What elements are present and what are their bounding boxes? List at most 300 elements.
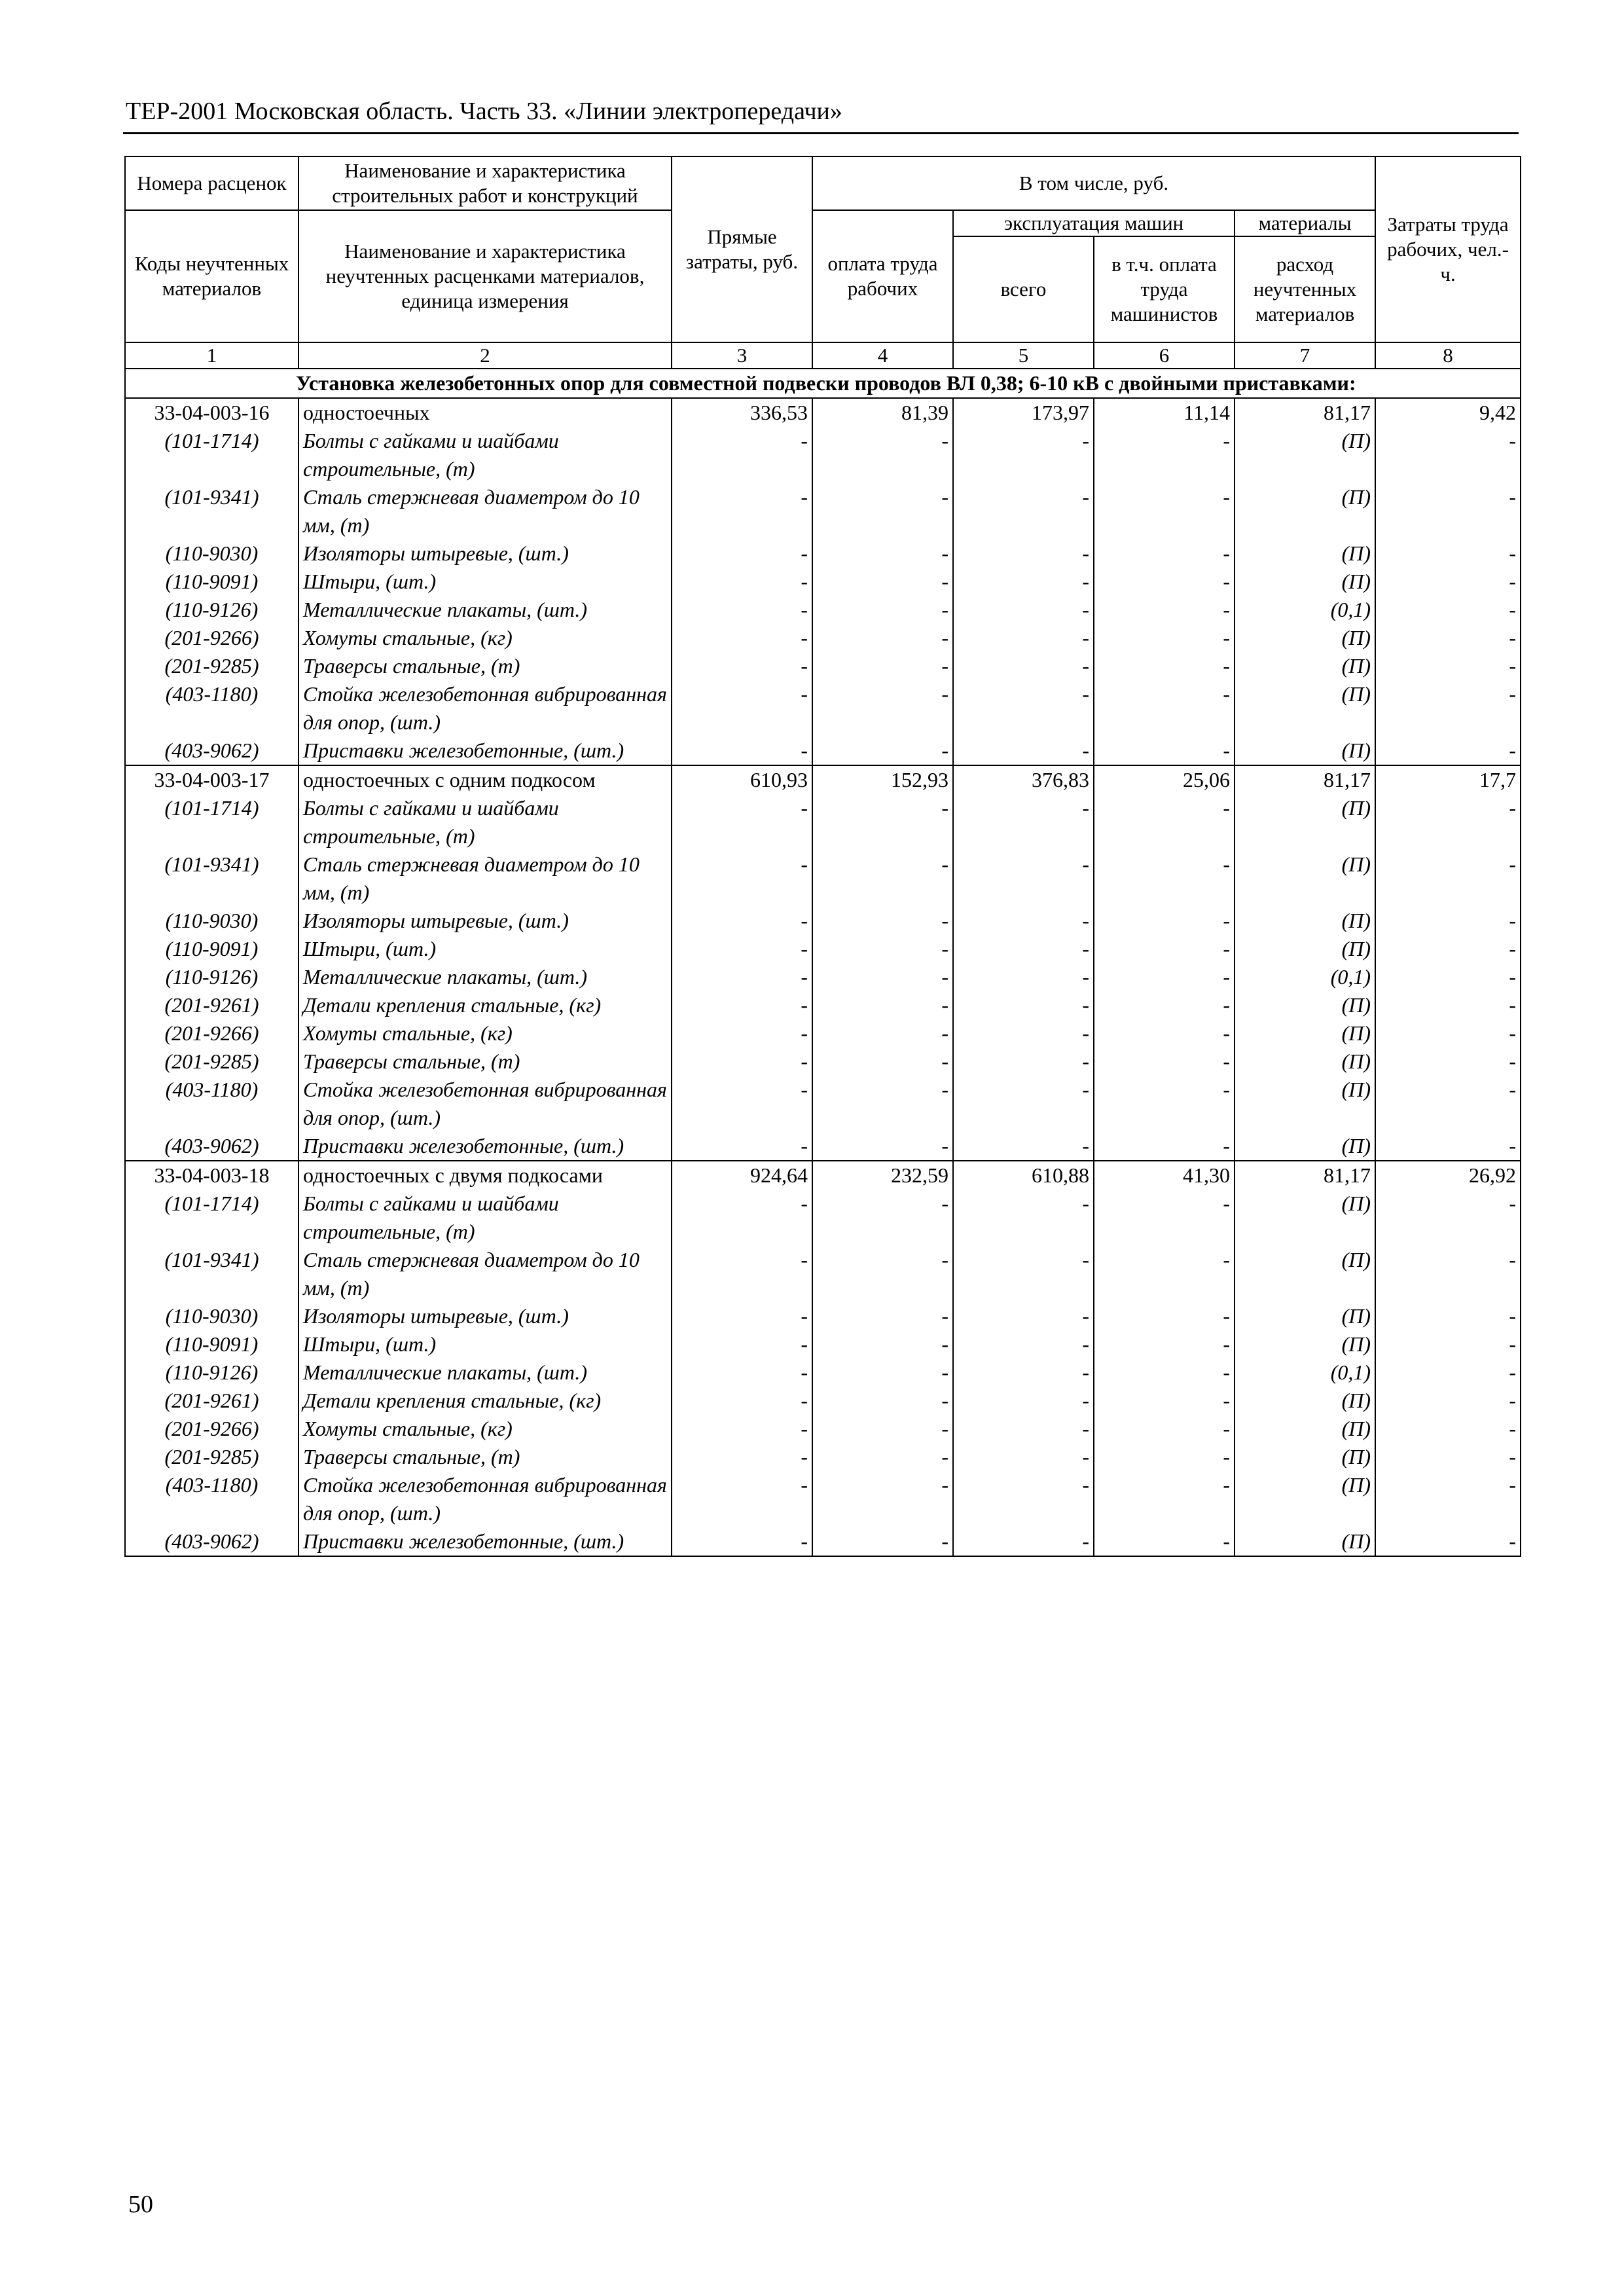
material-row xyxy=(125,1019,1521,1048)
dash-cell: - xyxy=(953,737,1094,765)
column-number: 4 xyxy=(812,342,953,369)
dash-cell: - xyxy=(672,1048,812,1076)
rate-name: одностоечных с двумя подкосами xyxy=(298,1161,672,1190)
material-code: (110-9030) xyxy=(125,907,298,935)
direct-costs: 924,64 xyxy=(672,1161,812,1190)
material-quantity: (0,1) xyxy=(1235,596,1375,624)
dash-cell: - xyxy=(672,991,812,1019)
materials-cost: 81,17 xyxy=(1235,398,1375,427)
dash-cell: - xyxy=(1094,1330,1235,1358)
dash-cell: - xyxy=(953,427,1094,483)
dash-cell: - xyxy=(953,680,1094,737)
material-name: Штыри, (шт.) xyxy=(298,568,672,596)
material-quantity: (П) xyxy=(1235,624,1375,652)
dash-cell: - xyxy=(1094,1358,1235,1387)
dash-cell: - xyxy=(1375,1076,1521,1132)
dash-cell: - xyxy=(1094,907,1235,935)
material-quantity: (П) xyxy=(1235,1387,1375,1415)
head-direct-costs: Прямые затраты, руб. xyxy=(672,156,812,342)
material-quantity: (П) xyxy=(1235,1471,1375,1527)
material-code: (101-1714) xyxy=(125,794,298,850)
head-worker-pay: оплата труда рабочих xyxy=(812,210,953,342)
column-number: 6 xyxy=(1094,342,1235,369)
dash-cell: - xyxy=(1375,850,1521,907)
material-row xyxy=(125,963,1521,991)
material-name: Хомуты стальные, (кг) xyxy=(298,624,672,652)
dash-cell: - xyxy=(812,1415,953,1443)
column-number: 8 xyxy=(1375,342,1521,369)
material-row xyxy=(125,935,1521,963)
dash-cell: - xyxy=(1375,1330,1521,1358)
material-code: (101-1714) xyxy=(125,427,298,483)
dash-cell: - xyxy=(953,539,1094,568)
dash-cell: - xyxy=(812,1358,953,1387)
material-row xyxy=(125,539,1521,568)
dash-cell: - xyxy=(1375,680,1521,737)
dash-cell: - xyxy=(672,737,812,765)
material-row xyxy=(125,483,1521,539)
dash-cell: - xyxy=(1375,624,1521,652)
material-code: (201-9285) xyxy=(125,1048,298,1076)
dash-cell: - xyxy=(1094,1527,1235,1556)
dash-cell: - xyxy=(953,850,1094,907)
dash-cell: - xyxy=(812,568,953,596)
head-machines-total: всего xyxy=(953,236,1094,342)
worker-pay: 81,39 xyxy=(812,398,953,427)
dash-cell: - xyxy=(953,1246,1094,1302)
material-code: (101-9341) xyxy=(125,483,298,539)
material-name: Сталь стержневая диаметром до 10 мм, (т) xyxy=(298,1246,672,1302)
machines-total: 173,97 xyxy=(953,398,1094,427)
material-code: (403-9062) xyxy=(125,737,298,765)
direct-costs: 610,93 xyxy=(672,765,812,794)
material-row xyxy=(125,1387,1521,1415)
material-row xyxy=(125,1415,1521,1443)
head-machine-operation: эксплуатация машин xyxy=(953,210,1235,236)
dash-cell: - xyxy=(672,680,812,737)
dash-cell: - xyxy=(953,1048,1094,1076)
dash-cell: - xyxy=(812,1330,953,1358)
material-code: (110-9030) xyxy=(125,539,298,568)
material-quantity: (П) xyxy=(1235,935,1375,963)
header-rule xyxy=(123,132,1519,134)
dash-cell: - xyxy=(1094,1415,1235,1443)
dash-cell: - xyxy=(672,1019,812,1048)
material-name: Стойка железобетонная вибрированная для опор, (шт.) xyxy=(298,680,672,737)
dash-cell: - xyxy=(1094,1190,1235,1246)
material-row xyxy=(125,427,1521,483)
dash-cell: - xyxy=(1375,1190,1521,1246)
column-number: 7 xyxy=(1235,342,1375,369)
dash-cell: - xyxy=(812,427,953,483)
material-quantity: (0,1) xyxy=(1235,963,1375,991)
labor-hours: 17,7 xyxy=(1375,765,1521,794)
head-material-consumption: расход неучтенных материалов xyxy=(1235,236,1375,342)
dash-cell: - xyxy=(672,1302,812,1330)
material-row xyxy=(125,652,1521,680)
dash-cell: - xyxy=(812,907,953,935)
material-quantity: (П) xyxy=(1235,1076,1375,1132)
dash-cell: - xyxy=(1094,652,1235,680)
material-code: (403-9062) xyxy=(125,1132,298,1161)
dash-cell: - xyxy=(672,652,812,680)
dash-cell: - xyxy=(672,1132,812,1161)
material-code: (403-1180) xyxy=(125,1076,298,1132)
rates-table xyxy=(124,156,1521,1557)
dash-cell: - xyxy=(1094,935,1235,963)
dash-cell: - xyxy=(672,624,812,652)
material-quantity: (П) xyxy=(1235,1132,1375,1161)
dash-cell: - xyxy=(953,483,1094,539)
dash-cell: - xyxy=(812,1048,953,1076)
material-name: Болты с гайками и шайбами строительные, (т) xyxy=(298,427,672,483)
head-material-names: Наименование и характеристика неучтенных расценками материалов, единица измерения xyxy=(298,210,672,342)
dash-cell: - xyxy=(1094,1019,1235,1048)
materials-cost: 81,17 xyxy=(1235,1161,1375,1190)
dash-cell: - xyxy=(672,850,812,907)
material-row xyxy=(125,1048,1521,1076)
dash-cell: - xyxy=(1375,991,1521,1019)
material-code: (110-9091) xyxy=(125,1330,298,1358)
dash-cell: - xyxy=(953,991,1094,1019)
material-row xyxy=(125,850,1521,907)
material-name: Штыри, (шт.) xyxy=(298,935,672,963)
dash-cell: - xyxy=(1375,596,1521,624)
material-name: Изоляторы штыревые, (шт.) xyxy=(298,1302,672,1330)
material-name: Стойка железобетонная вибрированная для опор, (шт.) xyxy=(298,1076,672,1132)
machines-total: 376,83 xyxy=(953,765,1094,794)
head-labor-hours: Затраты труда рабочих, чел.-ч. xyxy=(1375,156,1521,342)
head-rate-numbers: Номера расценок xyxy=(125,156,298,210)
material-name: Приставки железобетонные, (шт.) xyxy=(298,737,672,765)
dash-cell: - xyxy=(1375,427,1521,483)
material-row xyxy=(125,794,1521,850)
dash-cell: - xyxy=(672,1387,812,1415)
dash-cell: - xyxy=(812,963,953,991)
material-name: Хомуты стальные, (кг) xyxy=(298,1415,672,1443)
operator-pay: 11,14 xyxy=(1094,398,1235,427)
operator-pay: 41,30 xyxy=(1094,1161,1235,1190)
dash-cell: - xyxy=(672,935,812,963)
column-number: 1 xyxy=(125,342,298,369)
material-quantity: (П) xyxy=(1235,483,1375,539)
dash-cell: - xyxy=(953,1190,1094,1246)
dash-cell: - xyxy=(953,1076,1094,1132)
material-name: Детали крепления стальные, (кг) xyxy=(298,991,672,1019)
material-code: (110-9126) xyxy=(125,1358,298,1387)
column-number: 2 xyxy=(298,342,672,369)
dash-cell: - xyxy=(1375,1019,1521,1048)
dash-cell: - xyxy=(812,737,953,765)
dash-cell: - xyxy=(672,794,812,850)
dash-cell: - xyxy=(1094,991,1235,1019)
table-body xyxy=(125,369,1521,1556)
dash-cell: - xyxy=(812,1190,953,1246)
material-name: Траверсы стальные, (т) xyxy=(298,1048,672,1076)
material-name: Траверсы стальные, (т) xyxy=(298,1443,672,1471)
material-quantity: (П) xyxy=(1235,794,1375,850)
material-quantity: (П) xyxy=(1235,1302,1375,1330)
material-name: Сталь стержневая диаметром до 10 мм, (т) xyxy=(298,850,672,907)
material-code: (110-9126) xyxy=(125,963,298,991)
dash-cell: - xyxy=(1375,1443,1521,1471)
dash-cell: - xyxy=(812,794,953,850)
material-quantity: (П) xyxy=(1235,1246,1375,1302)
dash-cell: - xyxy=(953,624,1094,652)
material-row xyxy=(125,1302,1521,1330)
table-head xyxy=(125,156,1521,369)
dash-cell: - xyxy=(1375,483,1521,539)
material-quantity: (П) xyxy=(1235,1019,1375,1048)
material-code: (201-9266) xyxy=(125,1019,298,1048)
dash-cell: - xyxy=(812,680,953,737)
material-quantity: (П) xyxy=(1235,907,1375,935)
head-operator-pay: в т.ч. оплата труда машинистов xyxy=(1094,236,1235,342)
material-quantity: (П) xyxy=(1235,1330,1375,1358)
machines-total: 610,88 xyxy=(953,1161,1094,1190)
dash-cell: - xyxy=(812,652,953,680)
labor-hours: 9,42 xyxy=(1375,398,1521,427)
dash-cell: - xyxy=(812,1302,953,1330)
dash-cell: - xyxy=(953,794,1094,850)
dash-cell: - xyxy=(672,568,812,596)
material-quantity: (0,1) xyxy=(1235,1358,1375,1387)
material-name: Изоляторы штыревые, (шт.) xyxy=(298,539,672,568)
dash-cell: - xyxy=(1094,1471,1235,1527)
dash-cell: - xyxy=(1375,963,1521,991)
dash-cell: - xyxy=(1094,1246,1235,1302)
dash-cell: - xyxy=(1094,1076,1235,1132)
material-code: (101-9341) xyxy=(125,850,298,907)
dash-cell: - xyxy=(1375,1132,1521,1161)
rate-row xyxy=(125,398,1521,427)
material-name: Приставки железобетонные, (шт.) xyxy=(298,1527,672,1556)
dash-cell: - xyxy=(672,1415,812,1443)
section-title: Установка железобетонных опор для совместной подвески проводов ВЛ 0,38; 6-10 кВ с двойными приставками: xyxy=(125,369,1521,398)
dash-cell: - xyxy=(953,1132,1094,1161)
material-name: Штыри, (шт.) xyxy=(298,1330,672,1358)
dash-cell: - xyxy=(812,1387,953,1415)
material-row xyxy=(125,737,1521,765)
dash-cell: - xyxy=(672,483,812,539)
labor-hours: 26,92 xyxy=(1375,1161,1521,1190)
dash-cell: - xyxy=(953,596,1094,624)
material-name: Металлические плакаты, (шт.) xyxy=(298,1358,672,1387)
worker-pay: 232,59 xyxy=(812,1161,953,1190)
material-code: (403-1180) xyxy=(125,1471,298,1527)
dash-cell: - xyxy=(1375,1415,1521,1443)
dash-cell: - xyxy=(1094,680,1235,737)
dash-cell: - xyxy=(812,1443,953,1471)
material-code: (201-9261) xyxy=(125,1387,298,1415)
material-code: (403-1180) xyxy=(125,680,298,737)
dash-cell: - xyxy=(953,1415,1094,1443)
material-quantity: (П) xyxy=(1235,539,1375,568)
dash-cell: - xyxy=(1375,1387,1521,1415)
head-work-name: Наименование и характеристика строительных работ и конструкций xyxy=(298,156,672,210)
dash-cell: - xyxy=(1375,1527,1521,1556)
column-numbers-row xyxy=(125,342,1521,369)
rate-name: одностоечных xyxy=(298,398,672,427)
dash-cell: - xyxy=(812,1132,953,1161)
dash-cell: - xyxy=(953,935,1094,963)
material-name: Металлические плакаты, (шт.) xyxy=(298,963,672,991)
dash-cell: - xyxy=(1375,1048,1521,1076)
material-code: (110-9091) xyxy=(125,935,298,963)
dash-cell: - xyxy=(953,1358,1094,1387)
rate-row xyxy=(125,765,1521,794)
material-row xyxy=(125,1330,1521,1358)
material-quantity: (П) xyxy=(1235,991,1375,1019)
dash-cell: - xyxy=(1375,1358,1521,1387)
head-material-codes: Коды неучтенных материалов xyxy=(125,210,298,342)
dash-cell: - xyxy=(672,1358,812,1387)
dash-cell: - xyxy=(953,652,1094,680)
dash-cell: - xyxy=(1094,1048,1235,1076)
material-row xyxy=(125,568,1521,596)
dash-cell: - xyxy=(1375,539,1521,568)
column-number: 5 xyxy=(953,342,1094,369)
dash-cell: - xyxy=(1375,568,1521,596)
dash-cell: - xyxy=(1375,1302,1521,1330)
dash-cell: - xyxy=(1375,652,1521,680)
dash-cell: - xyxy=(672,963,812,991)
dash-cell: - xyxy=(1094,596,1235,624)
material-quantity: (П) xyxy=(1235,1415,1375,1443)
dash-cell: - xyxy=(953,907,1094,935)
material-row xyxy=(125,1190,1521,1246)
dash-cell: - xyxy=(1094,850,1235,907)
dash-cell: - xyxy=(1375,737,1521,765)
head-including: В том числе, руб. xyxy=(812,156,1375,210)
page-number: 50 xyxy=(128,2191,153,2218)
dash-cell: - xyxy=(953,1330,1094,1358)
material-row xyxy=(125,991,1521,1019)
dash-cell: - xyxy=(1094,794,1235,850)
material-quantity: (П) xyxy=(1235,1527,1375,1556)
dash-cell: - xyxy=(1094,624,1235,652)
material-row xyxy=(125,1132,1521,1161)
dash-cell: - xyxy=(1094,1302,1235,1330)
material-code: (201-9266) xyxy=(125,624,298,652)
material-code: (110-9126) xyxy=(125,596,298,624)
material-quantity: (П) xyxy=(1235,680,1375,737)
section-row xyxy=(125,369,1521,398)
dash-cell: - xyxy=(1375,1246,1521,1302)
dash-cell: - xyxy=(1375,1471,1521,1527)
material-quantity: (П) xyxy=(1235,737,1375,765)
material-name: Болты с гайками и шайбами строительные, (т) xyxy=(298,794,672,850)
dash-cell: - xyxy=(672,539,812,568)
dash-cell: - xyxy=(812,483,953,539)
column-number: 3 xyxy=(672,342,812,369)
dash-cell: - xyxy=(1094,539,1235,568)
material-code: (101-1714) xyxy=(125,1190,298,1246)
dash-cell: - xyxy=(672,1527,812,1556)
dash-cell: - xyxy=(672,596,812,624)
dash-cell: - xyxy=(672,907,812,935)
dash-cell: - xyxy=(953,568,1094,596)
dash-cell: - xyxy=(953,1019,1094,1048)
material-code: (101-9341) xyxy=(125,1246,298,1302)
material-name: Стойка железобетонная вибрированная для опор, (шт.) xyxy=(298,1471,672,1527)
dash-cell: - xyxy=(672,1471,812,1527)
material-row xyxy=(125,1443,1521,1471)
dash-cell: - xyxy=(812,1527,953,1556)
dash-cell: - xyxy=(812,1471,953,1527)
material-quantity: (П) xyxy=(1235,568,1375,596)
materials-cost: 81,17 xyxy=(1235,765,1375,794)
dash-cell: - xyxy=(672,1330,812,1358)
dash-cell: - xyxy=(1375,907,1521,935)
dash-cell: - xyxy=(812,935,953,963)
page-header: ТЕР-2001 Московская область. Часть 33. «Линии электропередачи» xyxy=(126,98,842,125)
dash-cell: - xyxy=(953,1302,1094,1330)
material-row xyxy=(125,1471,1521,1527)
rate-code: 33-04-003-16 xyxy=(125,398,298,427)
dash-cell: - xyxy=(1094,1443,1235,1471)
dash-cell: - xyxy=(953,1527,1094,1556)
material-code: (110-9091) xyxy=(125,568,298,596)
dash-cell: - xyxy=(1094,737,1235,765)
dash-cell: - xyxy=(1094,1132,1235,1161)
dash-cell: - xyxy=(1094,483,1235,539)
material-name: Хомуты стальные, (кг) xyxy=(298,1019,672,1048)
material-row xyxy=(125,1358,1521,1387)
material-quantity: (П) xyxy=(1235,1048,1375,1076)
rate-code: 33-04-003-18 xyxy=(125,1161,298,1190)
material-quantity: (П) xyxy=(1235,850,1375,907)
material-name: Сталь стержневая диаметром до 10 мм, (т) xyxy=(298,483,672,539)
material-row xyxy=(125,1076,1521,1132)
material-row xyxy=(125,624,1521,652)
dash-cell: - xyxy=(1375,935,1521,963)
dash-cell: - xyxy=(1094,1387,1235,1415)
material-name: Траверсы стальные, (т) xyxy=(298,652,672,680)
dash-cell: - xyxy=(672,1443,812,1471)
material-name: Болты с гайками и шайбами строительные, (т) xyxy=(298,1190,672,1246)
dash-cell: - xyxy=(672,1190,812,1246)
rate-name: одностоечных с одним подкосом xyxy=(298,765,672,794)
dash-cell: - xyxy=(812,1076,953,1132)
material-code: (201-9285) xyxy=(125,652,298,680)
dash-cell: - xyxy=(953,1387,1094,1415)
rate-row xyxy=(125,1161,1521,1190)
material-name: Изоляторы штыревые, (шт.) xyxy=(298,907,672,935)
material-quantity: (П) xyxy=(1235,1190,1375,1246)
material-quantity: (П) xyxy=(1235,427,1375,483)
worker-pay: 152,93 xyxy=(812,765,953,794)
material-code: (201-9285) xyxy=(125,1443,298,1471)
operator-pay: 25,06 xyxy=(1094,765,1235,794)
dash-cell: - xyxy=(672,427,812,483)
material-row xyxy=(125,1527,1521,1556)
rate-code: 33-04-003-17 xyxy=(125,765,298,794)
direct-costs: 336,53 xyxy=(672,398,812,427)
dash-cell: - xyxy=(812,596,953,624)
material-row xyxy=(125,680,1521,737)
dash-cell: - xyxy=(1094,568,1235,596)
dash-cell: - xyxy=(812,1246,953,1302)
dash-cell: - xyxy=(812,624,953,652)
material-name: Детали крепления стальные, (кг) xyxy=(298,1387,672,1415)
material-name: Металлические плакаты, (шт.) xyxy=(298,596,672,624)
material-row xyxy=(125,596,1521,624)
dash-cell: - xyxy=(812,1019,953,1048)
material-code: (403-9062) xyxy=(125,1527,298,1556)
dash-cell: - xyxy=(1094,963,1235,991)
head-materials: материалы xyxy=(1235,210,1375,236)
